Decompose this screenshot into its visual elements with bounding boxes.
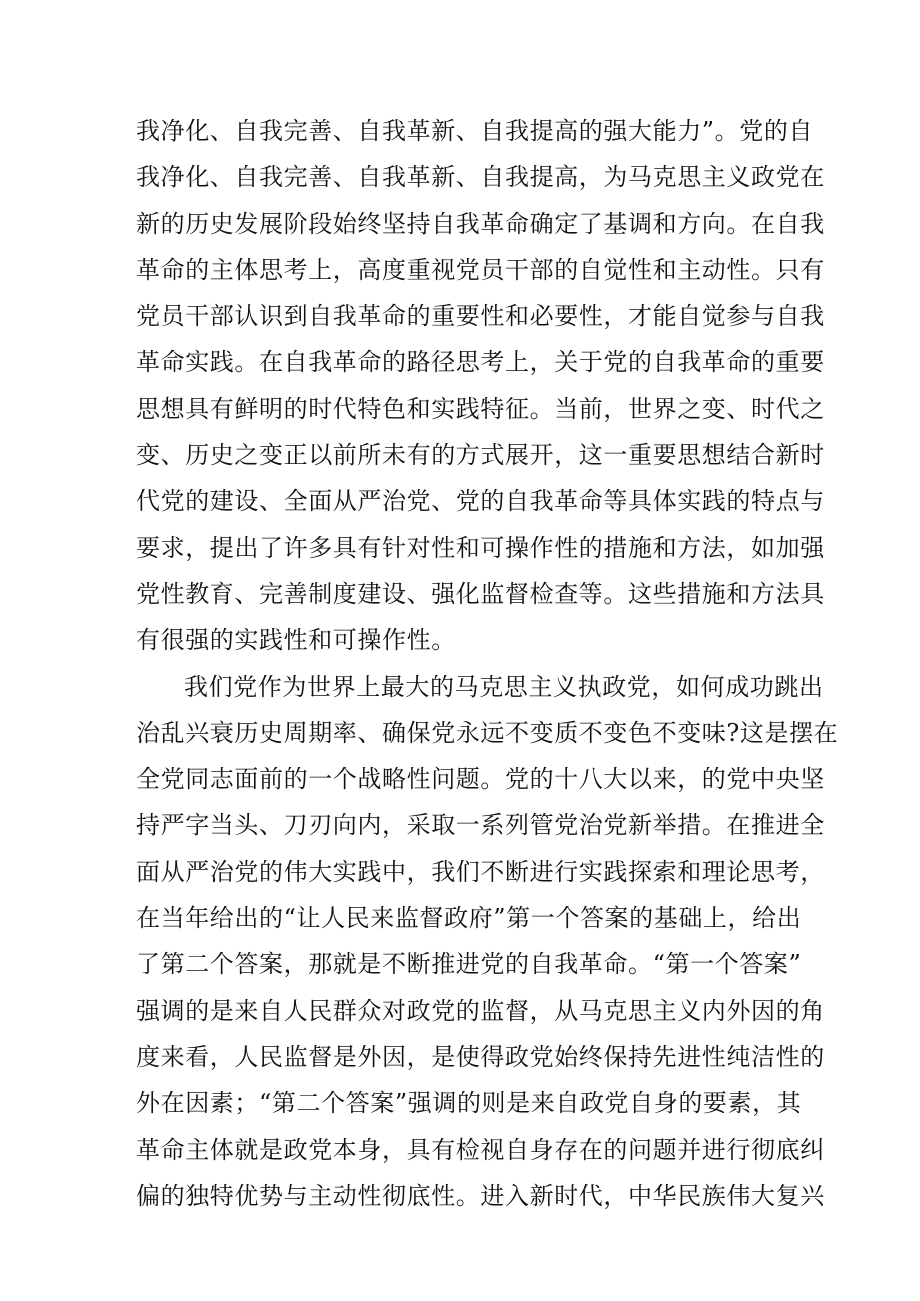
text-line: 革命主体就是政党本身，具有检视自身存在的问题并进行彻底纠 — [136, 1135, 825, 1164]
text-line: 治乱兴衰历史周期率、确保党永远不变质不变色不变味?这是摆在 — [136, 718, 839, 747]
text-line: 我净化、自我完善、自我革新、自我提高的强大能力”。党的自 — [136, 117, 814, 145]
text-line: 思想具有鲜明的时代特色和实践特征。当前，世界之变、时代之 — [136, 394, 825, 423]
text-line: 代党的建设、全面从严治党、党的自我革命等具体实践的特点与 — [136, 487, 825, 516]
text-line: 持严字当头、刀刃向内，采取一系列管党治党新举措。在推进全 — [136, 811, 825, 840]
text-line: 革命的主体思考上，高度重视党员干部的自觉性和主动性。只有 — [136, 255, 825, 284]
document-body — [136, 108, 839, 1219]
text-line: 要求，提出了许多具有针对性和可操作性的措施和方法，如加强 — [136, 533, 825, 562]
text-line: 我净化、自我完善、自我革新、自我提高，为马克思主义政党在 — [136, 163, 825, 192]
text-line: 有很强的实践性和可操作性。 — [136, 626, 456, 655]
text-line: 度来看，人民监督是外因，是使得政党始终保持先进性纯洁性的 — [136, 1042, 825, 1071]
text-line: 面从严治党的伟大实践中，我们不断进行实践探索和理论思考， — [136, 857, 825, 886]
paragraph-first-line: 我们党作为世界上最大的马克思主义执政党，如何成功跳出 — [184, 672, 824, 701]
text-line: 党性教育、完善制度建设、强化监督检查等。这些措施和方法具 — [136, 579, 825, 608]
text-line: 外在因素；“第二个答案”强调的则是来自政党自身的要素，其 — [136, 1089, 802, 1118]
text-line: 全党同志面前的一个战略性问题。党的十八大以来，的党中央坚 — [136, 765, 825, 794]
text-line: 新的历史发展阶段始终坚持自我革命确定了基调和方向。在自我 — [136, 209, 825, 238]
text-line: 变、历史之变正以前所未有的方式展开，这一重要思想结合新时 — [136, 441, 825, 470]
text-line: 革命实践。在自我革命的路径思考上，关于党的自我革命的重要 — [136, 348, 825, 377]
text-line: 了第二个答案，那就是不断推进党的自我革命。“第一个答案” — [136, 950, 802, 979]
text-line: 在当年给出的“让人民来监督政府”第一个答案的基础上，给出 — [136, 904, 802, 933]
text-line: 强调的是来自人民群众对政党的监督，从马克思主义内外因的角 — [136, 996, 825, 1025]
text-line: 党员干部认识到自我革命的重要性和必要性，才能自觉参与自我 — [136, 302, 825, 331]
text-line: 偏的独特优势与主动性彻底性。进入新时代，中华民族伟大复兴 — [136, 1181, 825, 1210]
